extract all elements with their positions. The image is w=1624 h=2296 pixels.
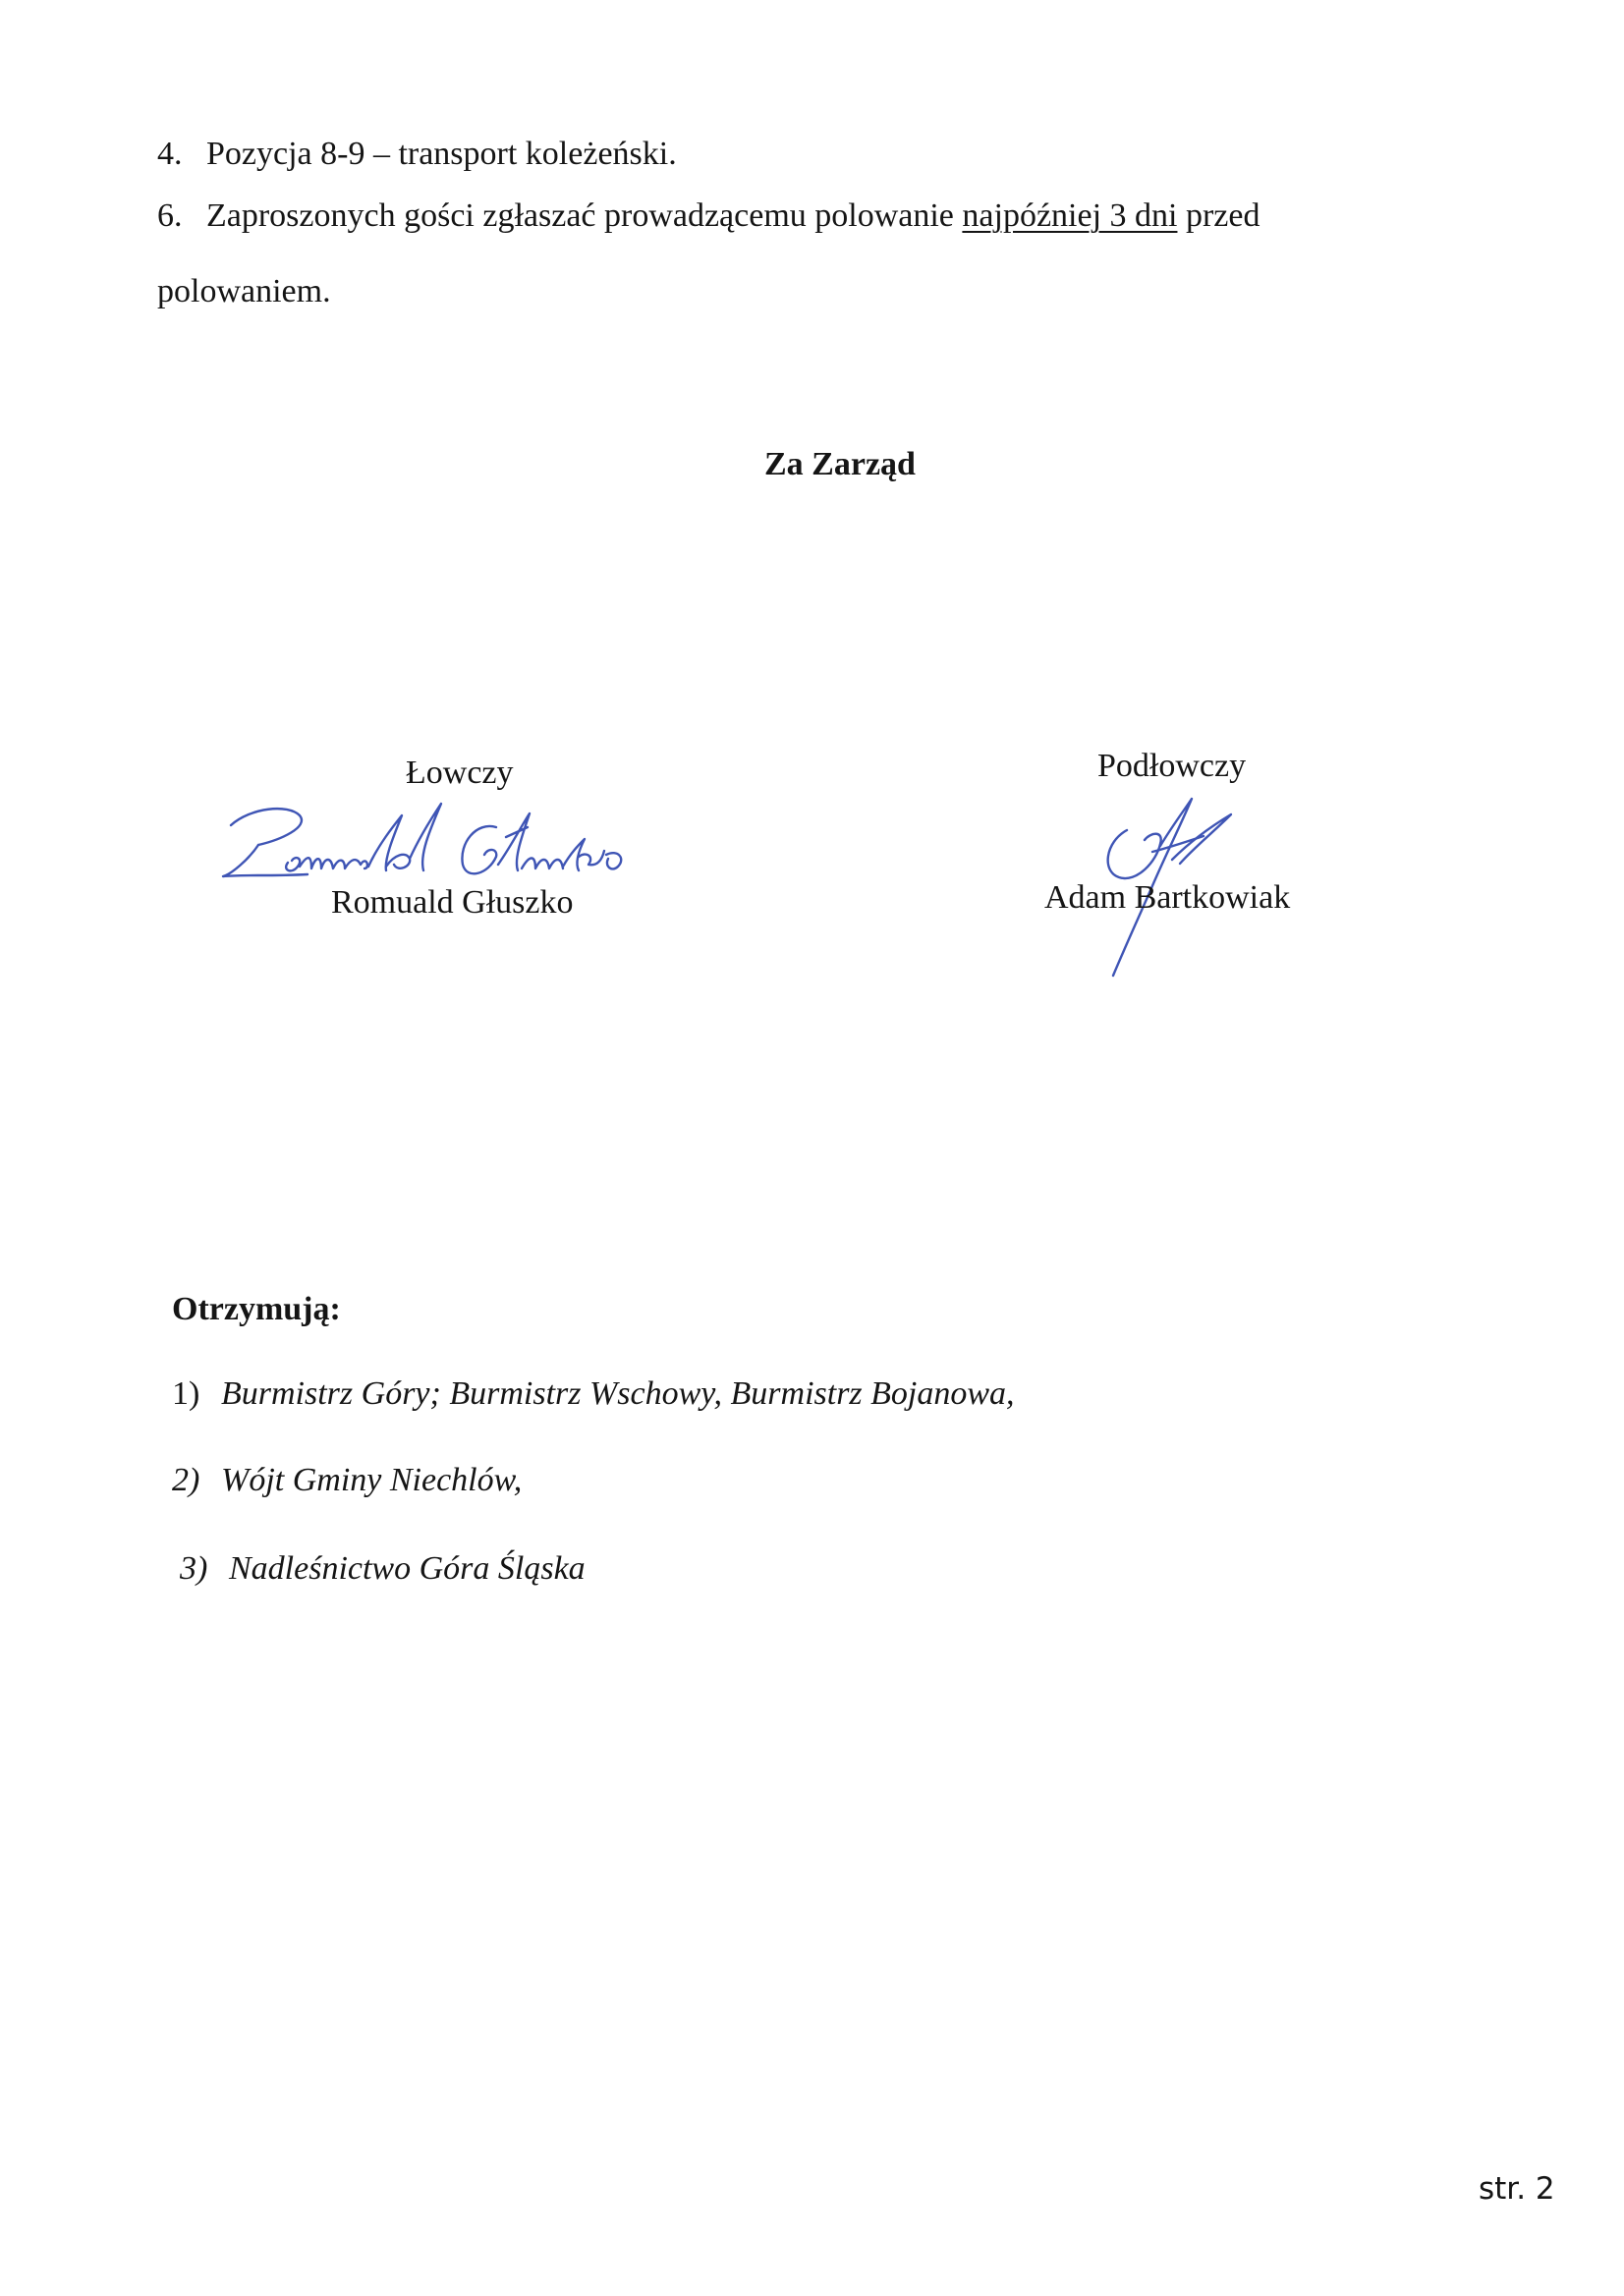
recipient-item: [180, 1552, 586, 1586]
signatures-heading: Za Zarząd: [764, 446, 916, 482]
left-signatory-role: Łowczy: [406, 755, 514, 791]
recipients-heading: Otrzymują:: [172, 1291, 341, 1327]
recipient-text: Nadleśnictwo Góra Śląska: [229, 1550, 586, 1587]
recipient-number: 3): [180, 1550, 208, 1587]
list-text: Pozycja 8-9 – transport koleżeński.: [206, 136, 677, 172]
recipient-item: [172, 1464, 522, 1497]
list-item-6-continuation: polowaniem.: [157, 273, 331, 309]
list-item-6: [157, 199, 1260, 233]
left-signatory-name: Romuald Głuszko: [331, 884, 574, 921]
list-number: 6.: [157, 197, 183, 234]
recipient-text: Wójt Gminy Niechlów,: [221, 1462, 523, 1498]
list-text: Zaproszonych gości zgłaszać prowadzącemu polowanie: [206, 197, 963, 234]
list-item-4: [157, 138, 677, 171]
recipient-number: 1): [172, 1375, 200, 1412]
right-signatory-role: Podłowczy: [1097, 748, 1247, 784]
underlined-deadline: najpóźniej 3 dni: [962, 197, 1178, 234]
list-text-tail: przed: [1177, 197, 1260, 234]
right-signatory-name: Adam Bartkowiak: [1044, 879, 1291, 916]
recipient-text: Burmistrz Góry; Burmistrz Wschowy, Burmistrz Bojanowa,: [221, 1375, 1015, 1412]
handwritten-signature-left: [201, 786, 634, 894]
recipient-item: [172, 1377, 1015, 1411]
page-number: str. 2: [1479, 2171, 1555, 2207]
recipient-number: 2): [172, 1462, 200, 1498]
list-number: 4.: [157, 136, 183, 172]
